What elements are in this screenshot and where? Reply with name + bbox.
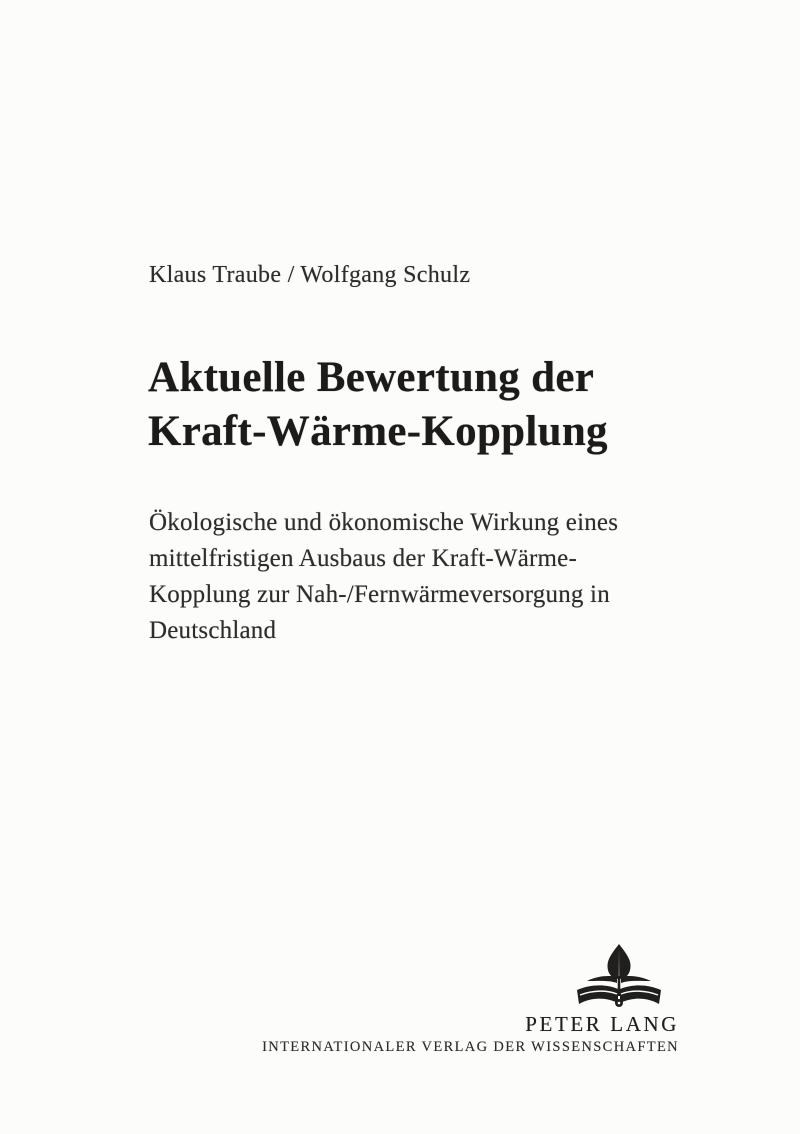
subtitle-line-1: Ökologische und ökonomische Wirkung eines — [149, 509, 619, 536]
book-subtitle — [149, 505, 618, 649]
book-title — [148, 351, 608, 459]
subtitle-line-4: Deutschland — [149, 617, 277, 644]
publisher-tagline: INTERNATIONALER VERLAG DER WISSENSCHAFTEN — [262, 1039, 679, 1055]
peter-lang-tree-book-logo-icon — [575, 944, 665, 1010]
publisher-name: PETER LANG — [525, 1012, 679, 1036]
subtitle-line-2: mittelfristigen Ausbaus der Kraft-Wärme- — [149, 545, 577, 572]
book-title-line-2: Kraft-Wärme-Kopplung — [148, 408, 608, 455]
authors-line: Klaus Traube / Wolfgang Schulz — [149, 262, 471, 288]
subtitle-line-3: Kopplung zur Nah-/Fernwärmeversorgung in — [149, 581, 610, 608]
book-title-line-1: Aktuelle Bewertung der — [148, 354, 595, 401]
publisher-block — [262, 944, 679, 1056]
